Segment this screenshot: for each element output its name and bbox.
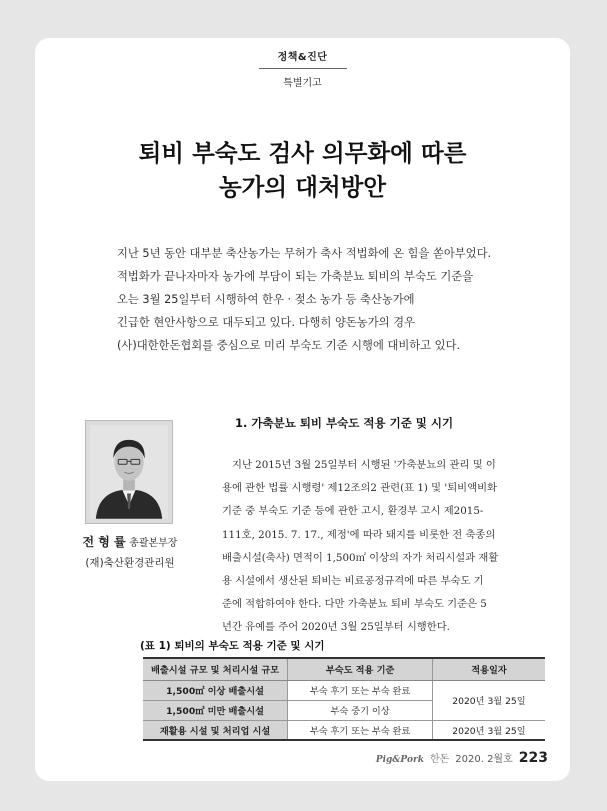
table-row-header: 재활용 시설 및 처리업 시설 [143, 720, 288, 740]
article-title [35, 136, 570, 204]
author-name: 전 형 률 [82, 535, 126, 549]
table-header-cell: 적용일자 [432, 658, 545, 680]
page [35, 38, 570, 781]
table-header-cell: 배출시설 규모 및 처리시설 규모 [143, 658, 288, 680]
table-cell: 부숙 후기 또는 부숙 완료 [288, 680, 433, 700]
table-header-row [143, 658, 545, 680]
body-line: 지난 2015년 3월 25일부터 시행된 '가축분뇨의 관리 및 이 [232, 459, 496, 471]
lead-line: 지난 5년 동안 대부분 축산농가는 무허가 축사 적법화에 온 힘을 쏟아부었다. [117, 247, 492, 260]
section-sublabel: 특별기고 [283, 78, 322, 89]
lead-line: (사)대한한돈협회를 중심으로 미리 부숙도 기준 시행에 대비하고 있다. [117, 339, 461, 352]
body-paragraph [222, 454, 557, 640]
issue-label: 2020. 2월호 [455, 754, 513, 765]
table-row-header: 1,500㎡ 이상 배출시설 [143, 680, 288, 700]
body-line: 용 시설에서 생산된 퇴비는 비료공정규격에 따른 부숙도 기 [222, 575, 484, 588]
body-line: 년간 유예를 주어 2020년 3월 25일부터 시행한다. [222, 621, 450, 634]
author-title: 총괄본부장 [129, 538, 178, 549]
table-row [143, 680, 545, 700]
section-header [35, 48, 570, 89]
table-row-header: 1,500㎡ 미만 배출시설 [143, 700, 288, 720]
body-line: 기준 중 부숙도 기준 등에 관한 고시, 환경부 고시 제2015- [222, 505, 484, 518]
section-label: 정책&진단 [277, 52, 328, 63]
magazine-logo: Pig&Pork [375, 755, 424, 765]
table-cell: 2020년 3월 25일 [432, 680, 545, 720]
table-row [143, 720, 545, 740]
lead-line: 오는 3월 25일부터 시행하여 한우 · 젖소 농가 등 축산농가에 [117, 293, 415, 306]
article-title-line: 농가의 대처방안 [218, 173, 387, 201]
section-heading: 1. 가축분뇨 퇴비 부숙도 적용 기준 및 시기 [235, 416, 454, 430]
author-byline [60, 533, 200, 570]
lead-paragraph [117, 242, 537, 357]
section-divider [259, 68, 347, 69]
magazine-name: 한돈 [429, 754, 450, 765]
page-number: 223 [518, 750, 548, 766]
body-line: 준에 적합하여야 한다. 다만 가축분뇨 퇴비 부숙도 기준은 5 [222, 598, 487, 611]
table-cell: 2020년 3월 25일 [432, 720, 545, 740]
table-caption: (표 1) 퇴비의 부숙도 적용 기준 및 시기 [140, 640, 325, 652]
author-photo [85, 420, 173, 524]
author-organization: (재)축산환경관리원 [85, 557, 175, 569]
table-cell: 부숙 후기 또는 부숙 완료 [288, 720, 433, 740]
page-footer [376, 750, 548, 766]
body-line: 배출시설(축사) 면적이 1,500㎡ 이상의 자가 처리시설과 재활 [222, 551, 499, 564]
lead-line: 긴급한 현안사항으로 대두되고 있다. 다행히 양돈농가의 경우 [117, 316, 415, 329]
maturity-standard-table [143, 657, 545, 741]
body-line: 용에 관한 법률 시행령' 제12조의2 관련(표 1) 및 '퇴비액비화 [222, 482, 497, 495]
table-cell: 부숙 중기 이상 [288, 700, 433, 720]
person-portrait-icon [90, 425, 168, 519]
article-title-line: 퇴비 부숙도 검사 의무화에 따른 [138, 139, 467, 167]
lead-line: 적법화가 끝나자마자 농가에 부담이 되는 가축분뇨 퇴비의 부숙도 기준을 [117, 270, 474, 283]
body-line: 111호, 2015. 7. 17., 제정'에 따라 돼지를 비롯한 전 축종의 [222, 528, 496, 541]
table-header-cell: 부숙도 적용 기준 [288, 658, 433, 680]
